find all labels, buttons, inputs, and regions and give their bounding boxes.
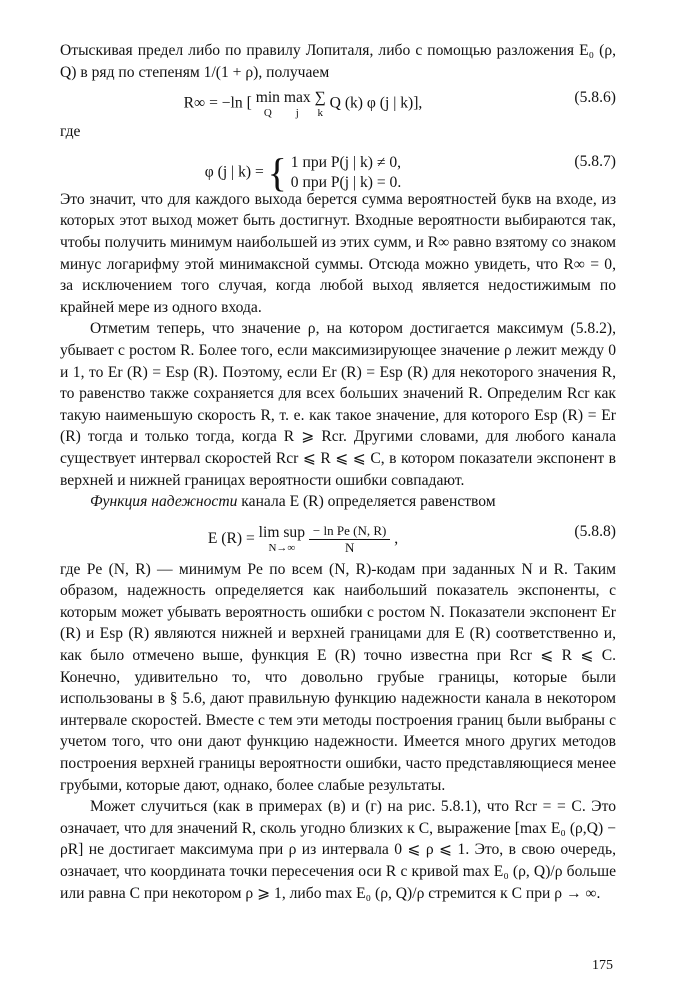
equation-5-8-6 (60, 83, 616, 121)
eq1-max-op (284, 89, 311, 119)
eq3-comma: , (394, 529, 399, 547)
eq1-sum: ∑ (314, 89, 326, 107)
equation-number-5-8-7: (5.8.7) (574, 152, 616, 170)
eq2-cases (291, 153, 401, 193)
paragraph-4-rest: канала E (R) определяется равенством (237, 493, 496, 511)
left-brace-icon: { (267, 149, 287, 195)
eq1-min: min (255, 89, 280, 107)
eq1-max-sub: j (295, 107, 299, 120)
eq2-lhs: φ (j | k) = (204, 163, 264, 181)
paragraph-3: Отметим теперь, что значение ρ, на котором достигается максимум (5.8.2), убывает с ростом R. Более того, если максимизирующее значение ρ лежит между 0 и 1, то Er (R) = Esp (R). Поэтому, если Er (R) = Esp (R) для некоторого значения R, то равенство также сохраняется для всех больших значений R. Определим Rcr как такую наименьшую скорость R, т. е. как такое значение, для которого Esp (R) = Er (R) тогда и только тогда, когда R ⩾ Rcr. Другими словами, для любого канала существует интервал скоростей Rcr ⩽ R ⩽ ⩽ C, в котором показатели экспонент в верхней и нижней границах вероятности ошибки совпадают. (60, 320, 616, 489)
equation-5-8-8 (60, 513, 616, 559)
term-reliability-function: Функция надежности (90, 493, 238, 511)
equation-5-8-6-body (60, 89, 546, 119)
eq3-numerator: − ln Pe (N, R) (309, 523, 390, 540)
eq1-min-sub: Q (263, 107, 272, 120)
equation-number-5-8-6: (5.8.6) (574, 89, 616, 107)
paragraph-1: Отыскивая предел либо по правилу Лопиталя, либо с помощью разложения E₀ (ρ, Q) в ряд по степеням 1/(1 + ρ), получаем (60, 42, 616, 81)
eq1-rhs: Q (k) φ (j | k)], (329, 94, 423, 112)
paragraph-4 (60, 491, 616, 513)
eq1-sum-sub: k (317, 107, 323, 120)
equation-5-8-7 (60, 143, 616, 195)
eq3-denominator: N (344, 539, 355, 555)
eq1-sum-op (315, 89, 326, 119)
equation-5-8-8-body (60, 523, 546, 556)
eq3-limsup: lim sup (258, 524, 306, 542)
paragraph-2: Это значит, что для каждого выхода берется сумма вероятностей букв на входе, из которых этот выход может быть достигнут. Входные вероятности выбираются так, чтобы получить минимум наибольшей из этих сумм, и R∞ равно взятому со знаком минус логарифму этой минимаксной суммы. Отсюда можно увидеть, что R∞ = 0, за исключением того случая, когда любой выход является недостижимым по крайней мере из одного входа. (60, 190, 616, 316)
page-number: 175 (592, 958, 613, 973)
page-content (60, 40, 616, 904)
eq3-limsup-op (259, 524, 305, 554)
eq2-case-1: 1 при P(j | k) ≠ 0, (290, 153, 402, 171)
eq3-fraction (309, 523, 390, 556)
paragraph-6: Может случиться (как в примерах (в) и (г) на рис. 5.8.1), что Rcr = = C. Это означает, что для значений R, сколь угодно близких к C, выражение [max E₀ (ρ,Q) − ρR] не достигает максимума при ρ из интервала 0 ⩽ ρ ⩽ 1. Это, в свою очередь, означает, что координата точки пересечения оси R с кривой max E₀ (ρ, Q)/ρ больше или равна C при некотором ρ ⩾ 1, либо max E₀ (ρ, Q)/ρ стремится к C при ρ → ∞. (60, 798, 616, 902)
eq1-lhs: R∞ = −ln [ (183, 94, 252, 112)
equation-5-8-7-body (60, 149, 546, 195)
eq1-min-op (256, 89, 280, 119)
eq2-case-2: 0 при P(j | k) = 0. (290, 173, 402, 191)
paragraph-5: где Pe (N, R) — минимум Pe по всем (N, R)-кодам при заданных N и R. Таким образом, надежность определяется как наибольший показатель экспоненты, с которым может убывать вероятность ошибки с ростом N. Показатели экспонент Er (R) и Esp (R) являются нижней и верхней границами для E (R) соответственно и, как было отмечено выше, функция E (R) точно известна при Rcr ⩽ R ⩽ C. Конечно, удивительно то, что довольно грубые границы, которые были использованы в § 5.6, дают правильную функцию надежности канала в некотором интервале скоростей. Вместе с тем эти методы построения границ были выбраны с учетом того, что они дают функцию надежности. Имеется много других методов построения верхней границы вероятности ошибки, часто представляющиеся менее грубыми, которые дают, однако, более слабые результаты. (60, 560, 616, 794)
where-label: где (60, 123, 81, 141)
eq1-max: max (283, 89, 311, 107)
eq3-lhs: E (R) = (207, 529, 255, 547)
eq3-limsup-sub: N→∞ (268, 542, 296, 555)
equation-number-5-8-8: (5.8.8) (574, 522, 616, 540)
